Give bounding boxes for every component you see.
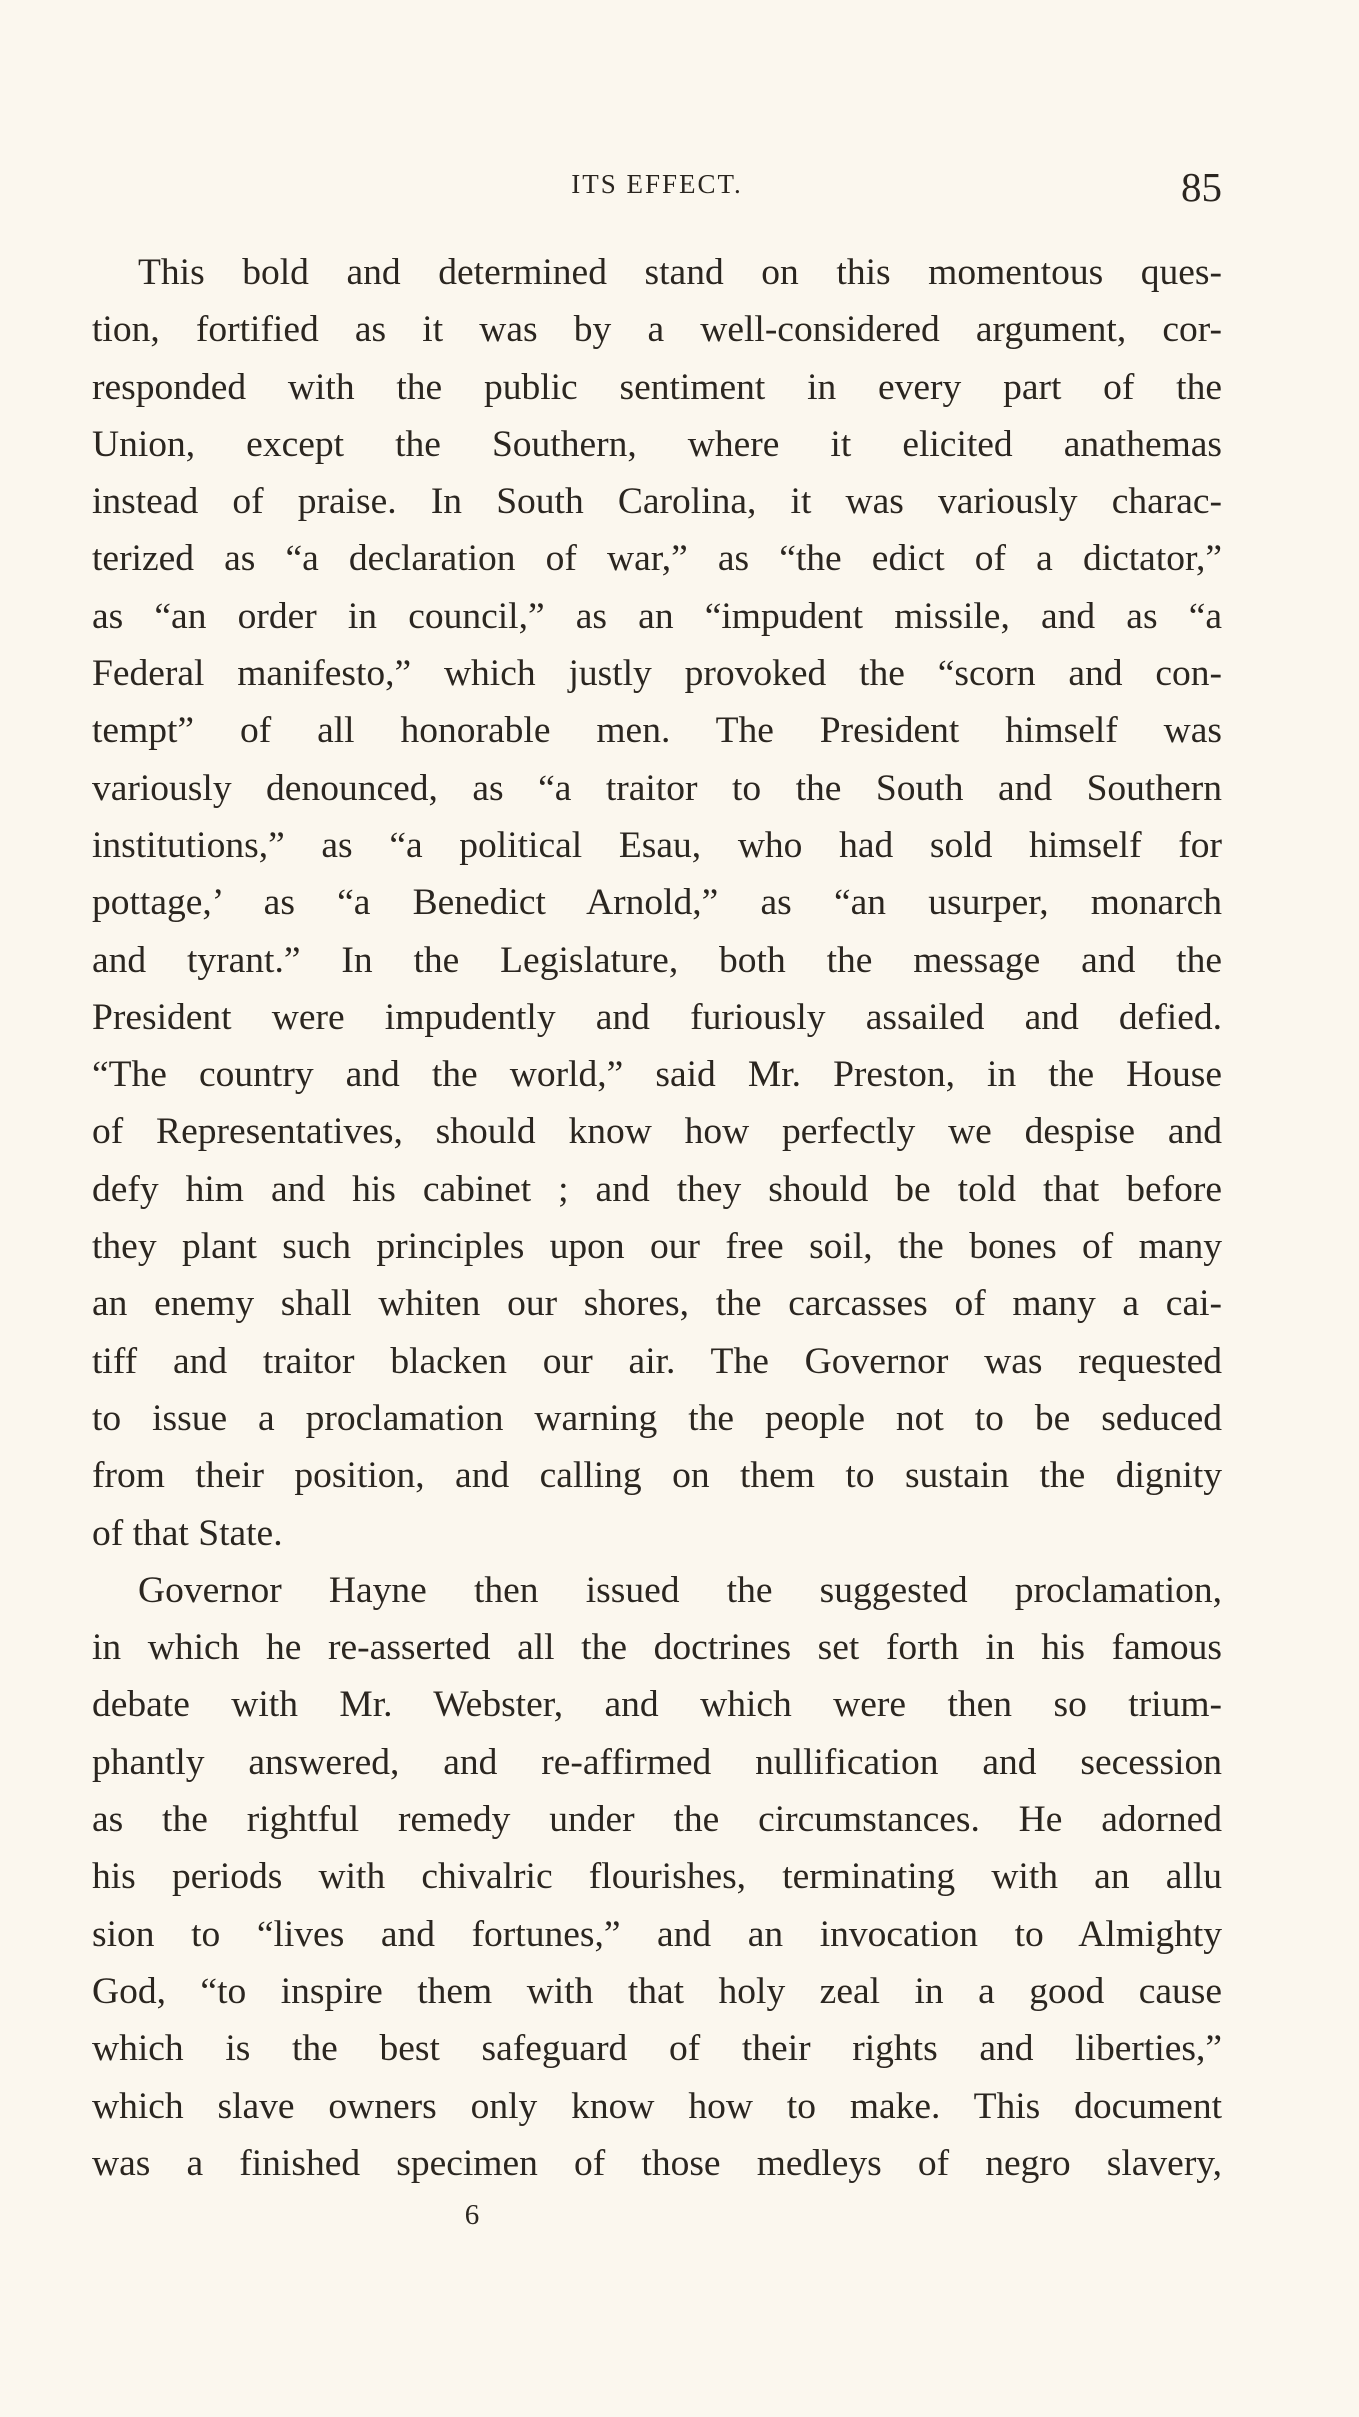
text-line: instead of praise. In South Carolina, it was variously charac-: [92, 481, 1222, 523]
text-line: “The country and the world,” said Mr. Preston, in the House: [92, 1054, 1222, 1096]
body-text: [92, 244, 1222, 2192]
text-line: responded with the public sentiment in every part of the: [92, 366, 1222, 408]
text-line: which slave owners only know how to make. This document: [92, 2085, 1222, 2127]
text-line: Governor Hayne then issued the suggested proclamation,: [138, 1569, 1222, 1611]
text-line: phantly answered, and re-affirmed nullification and secession: [92, 1741, 1222, 1783]
text-line: tiff and traitor blacken our air. The Governor was requested: [92, 1340, 1222, 1382]
text-line: sion to “lives and fortunes,” and an invocation to Almighty: [92, 1913, 1222, 1955]
text-line: tempt” of all honorable men. The President himself was: [92, 710, 1222, 752]
text-line: tion, fortified as it was by a well-considered argument, cor-: [92, 309, 1222, 351]
text-line: as the rightful remedy under the circumstances. He adorned: [92, 1799, 1222, 1841]
running-title: ITS EFFECT.: [571, 169, 743, 199]
text-line: terized as “a declaration of war,” as “the edict of a dictator,”: [92, 538, 1222, 580]
text-line: was a finished specimen of those medleys of negro slavery,: [92, 2142, 1222, 2184]
text-line: from their position, and calling on them to sustain the dignity: [92, 1455, 1222, 1497]
text-line: pottage,’ as “a Benedict Arnold,” as “an usurper, monarch: [92, 882, 1222, 924]
text-line: debate with Mr. Webster, and which were then so trium-: [92, 1684, 1222, 1726]
text-line: defy him and his cabinet ; and they should be told that before: [92, 1168, 1222, 1210]
text-line: President were impudently and furiously assailed and defied.: [92, 996, 1222, 1038]
running-head: [92, 163, 1222, 213]
text-line: Federal manifesto,” which justly provoked the “scorn and con-: [92, 653, 1222, 695]
text-line: institutions,” as “a political Esau, who had sold himself for: [92, 824, 1222, 866]
text-line: variously denounced, as “a traitor to the South and Southern: [92, 767, 1222, 809]
text-line: and tyrant.” In the Legislature, both the message and the: [92, 939, 1222, 981]
text-line: they plant such principles upon our free soil, the bones of many: [92, 1226, 1222, 1268]
text-line: as “an order in council,” as an “impudent missile, and as “a: [92, 595, 1222, 637]
text-line: This bold and determined stand on this momentous ques-: [138, 252, 1222, 293]
text-line: of that State.: [92, 1512, 283, 1554]
signature-mark: 6: [464, 2199, 480, 2231]
text-line: an enemy shall whiten our shores, the carcasses of many a cai-: [92, 1283, 1222, 1325]
text-line: in which he re-asserted all the doctrines set forth in his famous: [92, 1627, 1222, 1669]
text-line: to issue a proclamation warning the people not to be seduced: [92, 1397, 1222, 1439]
text-line: which is the best safeguard of their rights and liberties,”: [92, 2028, 1222, 2070]
text-line: his periods with chivalric flourishes, terminating with an allu: [92, 1856, 1222, 1898]
text-line: of Representatives, should know how perfectly we despise and: [92, 1111, 1222, 1153]
text-line: God, “to inspire them with that holy zeal in a good cause: [92, 1970, 1222, 2012]
page-number: 85: [1181, 164, 1222, 210]
text-line: Union, except the Southern, where it elicited anathemas: [92, 423, 1222, 465]
